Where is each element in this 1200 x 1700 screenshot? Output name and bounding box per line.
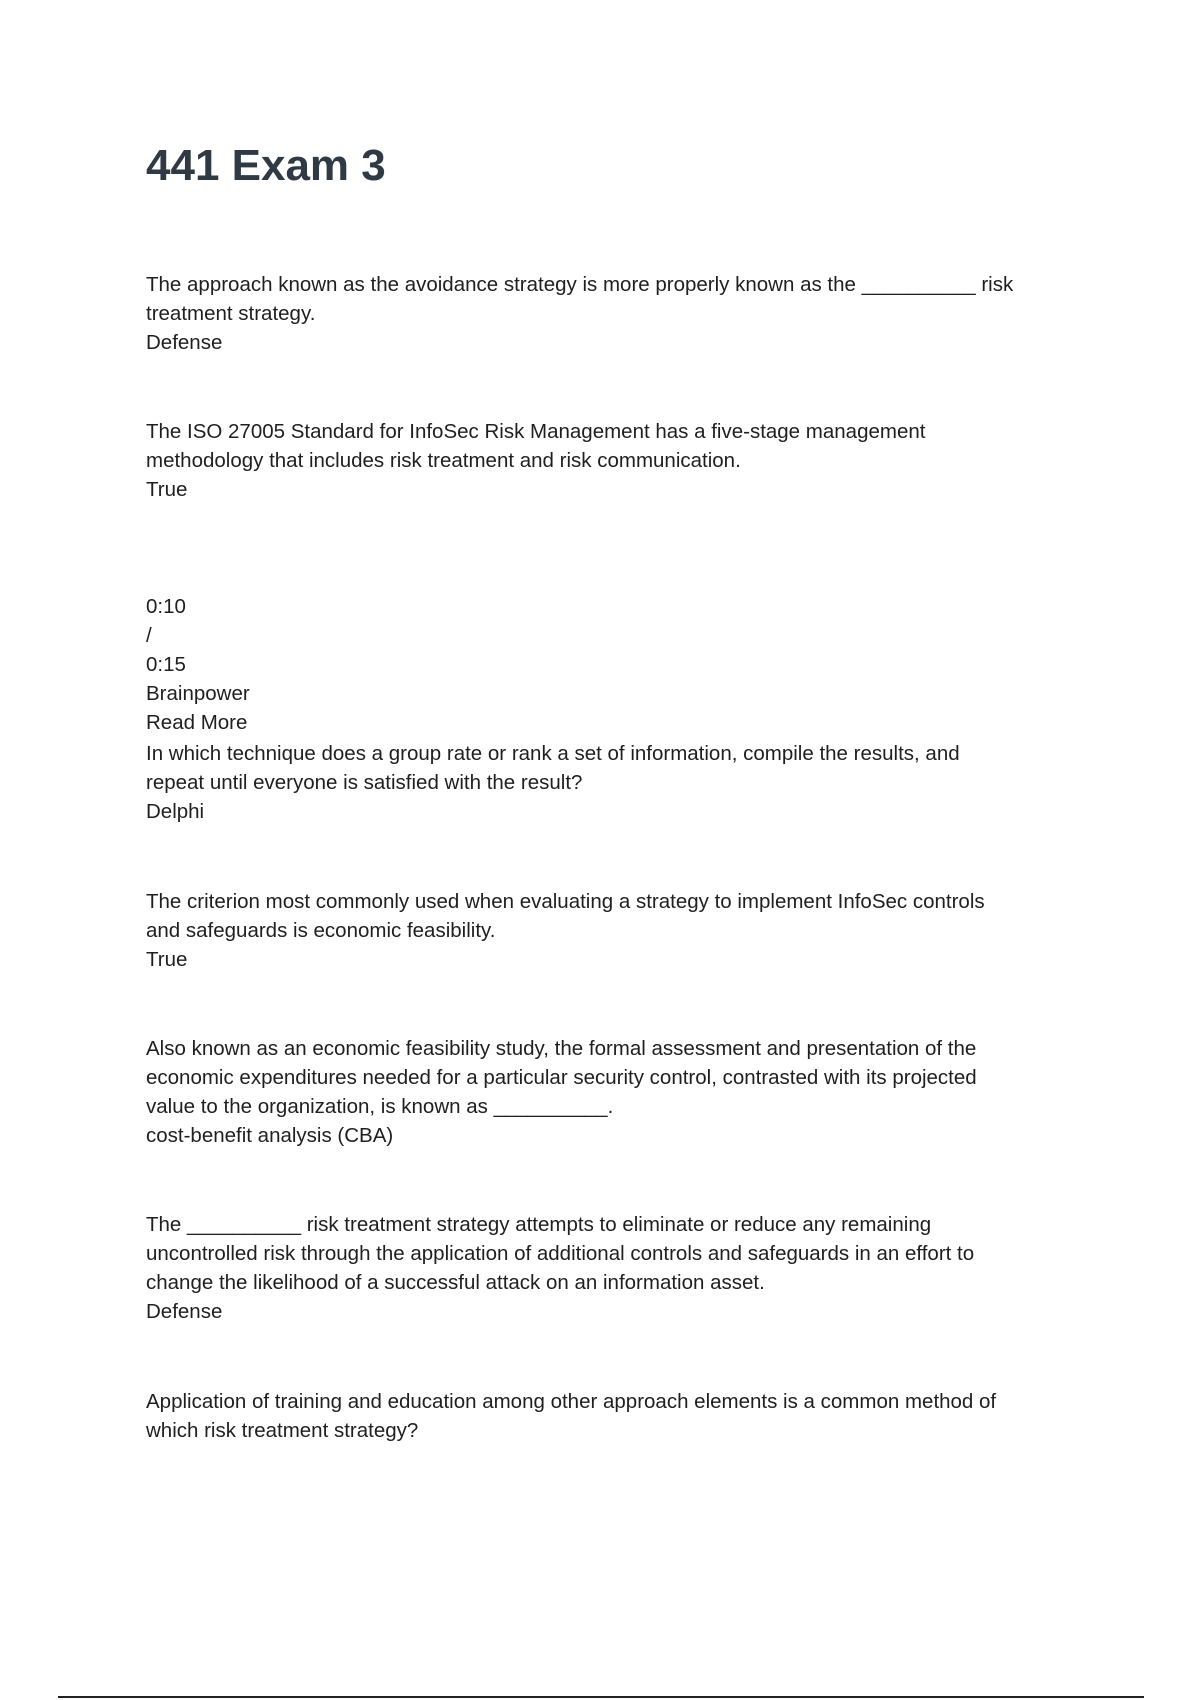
question-text-line: which risk treatment strategy? xyxy=(146,1419,419,1442)
page-title: 441 Exam 3 xyxy=(146,141,386,190)
brand-label: Brainpower xyxy=(146,682,250,705)
question-text-line: treatment strategy. xyxy=(146,302,316,325)
answer-text: Defense xyxy=(146,1300,223,1323)
video-current-time: 0:10 xyxy=(146,595,186,618)
question-text-line: and safeguards is economic feasibility. xyxy=(146,919,496,942)
question-text-line: repeat until everyone is satisfied with the result? xyxy=(146,771,583,794)
question-block-1 xyxy=(146,270,1086,357)
question-block-2 xyxy=(146,417,1086,504)
question-text-line: The ISO 27005 Standard for InfoSec Risk Management has a five-stage management xyxy=(146,420,926,443)
question-block-4 xyxy=(146,887,1086,974)
question-block-6 xyxy=(146,1210,1086,1326)
question-text-line: The criterion most commonly used when evaluating a strategy to implement InfoSec controls xyxy=(146,890,985,913)
question-text-line: value to the organization, is known as __________. xyxy=(146,1095,614,1118)
question-text-line: The approach known as the avoidance strategy is more properly known as the __________ risk xyxy=(146,273,1014,296)
video-time-separator: / xyxy=(146,624,152,647)
question-text-line: The __________ risk treatment strategy attempts to eliminate or reduce any remaining xyxy=(146,1213,932,1236)
video-player-remnant xyxy=(146,592,1086,737)
answer-text: Defense xyxy=(146,331,223,354)
question-text-line: Also known as an economic feasibility study, the formal assessment and presentation of the xyxy=(146,1037,977,1060)
question-text-line: uncontrolled risk through the application of additional controls and safeguards in an effort to xyxy=(146,1242,975,1265)
question-text-line: change the likelihood of a successful attack on an information asset. xyxy=(146,1271,765,1294)
answer-text: Delphi xyxy=(146,800,205,823)
question-block-3 xyxy=(146,739,1086,826)
question-text-line: In which technique does a group rate or rank a set of information, compile the results, and xyxy=(146,742,960,765)
question-text-line: Application of training and education among other approach elements is a common method of xyxy=(146,1390,997,1413)
question-block-5 xyxy=(146,1034,1086,1150)
answer-text: True xyxy=(146,478,188,501)
answer-text: True xyxy=(146,948,188,971)
question-block-7 xyxy=(146,1387,1086,1445)
question-text-line: economic expenditures needed for a particular security control, contrasted with its projected xyxy=(146,1066,977,1089)
read-more-link[interactable]: Read More xyxy=(146,711,248,734)
video-total-time: 0:15 xyxy=(146,653,186,676)
question-text-line: methodology that includes risk treatment and risk communication. xyxy=(146,449,741,472)
answer-text: cost-benefit analysis (CBA) xyxy=(146,1124,394,1147)
footer-divider xyxy=(58,1696,1144,1698)
